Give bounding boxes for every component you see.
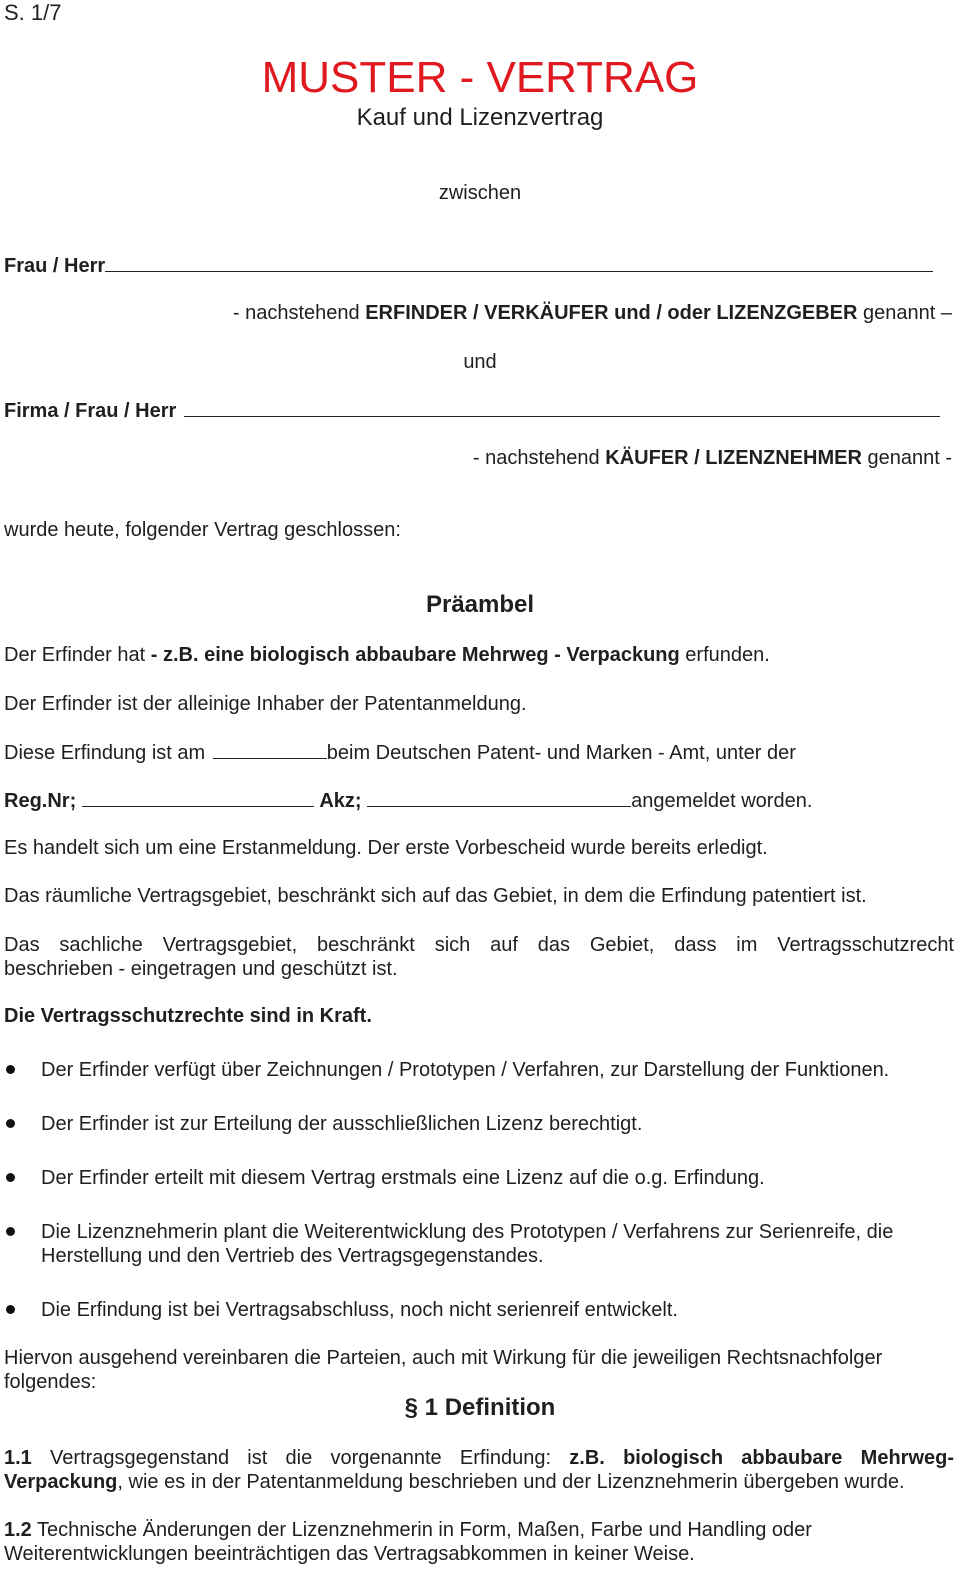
praeambel-line3-post: beim Deutschen Patent- und Marken - Amt, unter der — [326, 742, 796, 764]
list-item — [0, 1166, 960, 1190]
party1-role — [233, 301, 952, 325]
party1-label: Frau / Herr — [4, 255, 106, 277]
intro-text: wurde heute, folgender Vertrag geschlossen: — [4, 519, 401, 541]
party1-role-bold: ERFINDER / VERKÄUFER und / oder LIZENZGEBER — [365, 302, 858, 324]
regnr-label: Reg.Nr; — [4, 790, 77, 812]
und-label: und — [463, 351, 497, 373]
praeambel-line3 — [4, 740, 796, 765]
zwischen-label: zwischen — [438, 182, 522, 204]
bullet-text: Die Erfindung ist bei Vertragsabschluss, noch nicht serienreif entwickelt. — [41, 1299, 678, 1321]
praeambel-line6: Das räumliche Vertragsgebiet, beschränkt sich auf das Gebiet, in dem die Erfindung patentiert ist. — [4, 885, 867, 907]
p12-line2: Weiterentwicklungen beeinträchtigen das Vertragsabkommen in keiner Weise. — [4, 1543, 695, 1565]
bullet-text: Der Erfinder verfügt über Zeichnungen / Prototypen / Verfahren, zur Darstellung der Funktionen. — [41, 1059, 890, 1081]
bullet-icon — [6, 1305, 15, 1314]
p11-line2 — [4, 1470, 905, 1494]
praeambel-line1-post: erfunden. — [685, 644, 770, 666]
praeambel-line2: Der Erfinder ist der alleinige Inhaber der Patentanmeldung. — [4, 693, 527, 715]
list-item — [0, 1298, 960, 1322]
praeambel-line1-pre: Der Erfinder hat — [4, 644, 146, 666]
bullet-text-continued: Herstellung und den Vertrieb des Vertragsgegenstandes. — [41, 1245, 544, 1267]
p12-number: 1.2 — [4, 1519, 32, 1541]
party2-role-suffix: genannt - — [867, 447, 952, 469]
akz-label: Akz; — [319, 790, 362, 812]
page-indicator: S. 1/7 — [4, 0, 62, 25]
p11-pre: Vertragsgegenstand ist die vorgenannte Erfindung: — [50, 1447, 552, 1469]
list-item — [0, 1112, 960, 1136]
party1-name-blank[interactable] — [105, 253, 933, 272]
party1-role-suffix: genannt – — [863, 302, 952, 324]
section1-heading: § 1 Definition — [404, 1394, 556, 1421]
list-item — [0, 1058, 960, 1082]
hiervon-line2: folgendes: — [4, 1371, 97, 1393]
bullet-icon — [6, 1173, 15, 1182]
document-subtitle: Kauf und Lizenzvertrag — [356, 104, 604, 131]
p12-line1 — [4, 1518, 812, 1542]
party2-role-prefix: - nachstehend — [472, 447, 600, 469]
party1-line — [4, 253, 933, 278]
list-item — [0, 1220, 960, 1268]
bullet-text: Der Erfinder ist zur Erteilung der ausschließlichen Lizenz berechtigt. — [41, 1113, 643, 1135]
bullet-icon — [6, 1227, 15, 1236]
date-blank[interactable] — [213, 740, 327, 759]
regnr-blank[interactable] — [82, 788, 314, 807]
p11-bold1: z.B. biologisch abbaubare Mehrweg- — [569, 1447, 955, 1469]
bullet-text: Die Lizenznehmerin plant die Weiterentwicklung des Prototypen / Verfahrens zur Serienreife, die — [41, 1221, 894, 1243]
bullet-icon — [6, 1119, 15, 1128]
p11-post: , wie es in der Patentanmeldung beschrieben und der Lizenznehmerin übergeben wurde. — [117, 1471, 905, 1493]
praeambel-line8: Die Vertragsschutzrechte sind in Kraft. — [4, 1005, 372, 1027]
bullet-icon — [6, 1065, 15, 1074]
party2-role — [473, 446, 952, 470]
party2-label: Firma / Frau / Herr — [4, 400, 177, 422]
p12-text-a: Technische Änderungen der Lizenznehmerin in Form, Maßen, Farbe und Handling oder — [37, 1519, 812, 1541]
praeambel-line7b: beschrieben - eingetragen und geschützt ist. — [4, 958, 398, 980]
praeambel-line1 — [4, 643, 770, 667]
bullet-text: Der Erfinder erteilt mit diesem Vertrag erstmals eine Lizenz auf die o.g. Erfindung. — [41, 1167, 765, 1189]
party2-line — [4, 398, 940, 423]
praeambel-line3-pre: Diese Erfindung ist am — [4, 742, 206, 764]
hiervon-line1: Hiervon ausgehend vereinbaren die Parteien, auch mit Wirkung für die jeweiligen Rechtsnachfolger — [4, 1347, 883, 1369]
akz-blank[interactable] — [367, 788, 631, 807]
p11-line1 — [4, 1446, 954, 1470]
party1-role-prefix: - nachstehend — [232, 302, 360, 324]
praeambel-heading: Präambel — [425, 591, 535, 618]
praeambel-line7a: Das sachliche Vertragsgebiet, beschränkt sich auf das Gebiet, dass im Vertragsschutzrecht — [4, 934, 954, 956]
document-title: MUSTER - VERTRAG — [261, 53, 699, 102]
p11-number: 1.1 — [4, 1447, 32, 1469]
party2-name-blank[interactable] — [184, 398, 940, 417]
p11-bold2: Verpackung — [4, 1471, 118, 1493]
praeambel-reg-line — [4, 788, 812, 813]
party2-role-bold: KÄUFER / LIZENZNEHMER — [605, 447, 862, 469]
praeambel-line5: Es handelt sich um eine Erstanmeldung. Der erste Vorbescheid wurde bereits erledigt. — [4, 837, 768, 859]
angemeldet-text: angemeldet worden. — [631, 790, 813, 812]
praeambel-line1-bold: - z.B. eine biologisch abbaubare Mehrweg - Verpackung — [150, 644, 680, 666]
